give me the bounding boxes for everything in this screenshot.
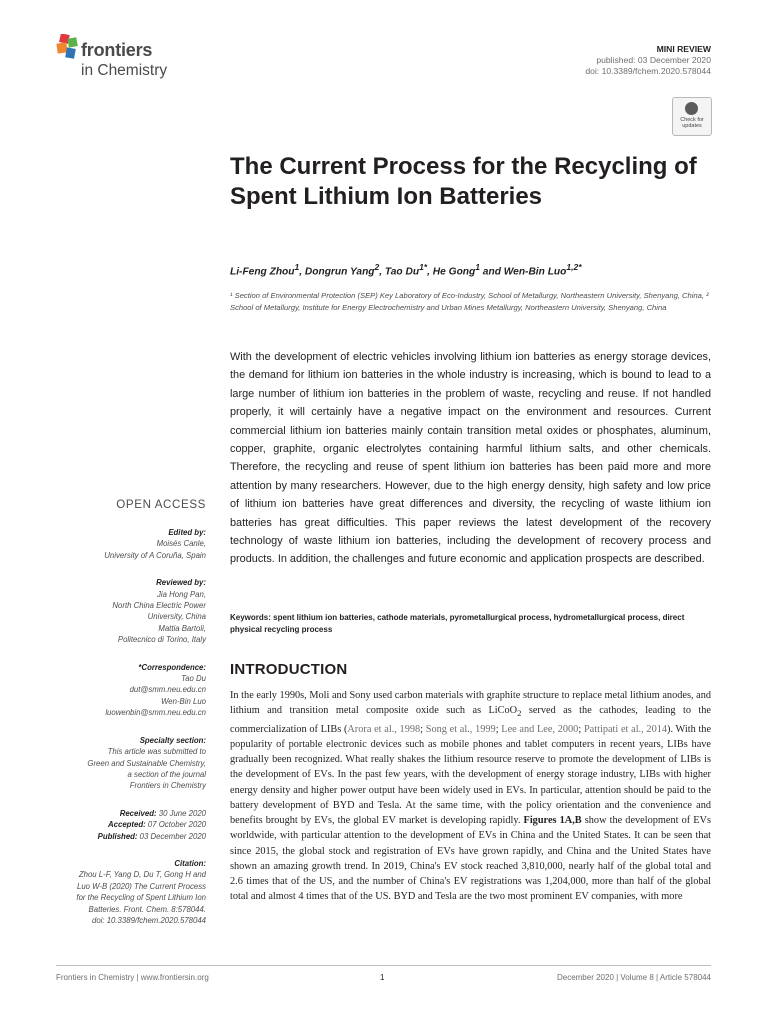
article-meta	[585, 44, 711, 77]
check-for-updates-button[interactable]	[672, 97, 712, 136]
sidebar-block-line: Moisés Canle,	[156, 539, 206, 549]
doi-link[interactable]: doi: 10.3389/fchem.2020.578044	[585, 66, 711, 76]
sidebar-block-line: Jia Hong Pan,	[157, 589, 206, 599]
sidebar-date-line: Received: 30 June 2020	[119, 808, 206, 818]
sidebar-block	[54, 662, 206, 719]
sidebar-block-line: University, China	[147, 612, 206, 622]
sidebar-block-heading: Reviewed by:	[156, 578, 206, 588]
sidebar-date-line: Accepted: 07 October 2020	[108, 820, 206, 830]
sidebar-block	[54, 577, 206, 645]
sidebar-block-line[interactable]: luowenbin@smm.neu.edu.cn	[105, 708, 206, 718]
affiliations: ¹ Section of Environmental Protection (SEP) Key Laboratory of Eco-Industry, School of Metallurgy, Northeastern University, Shenyang, China, ² School of Metallurgy, Institute for Energy Electrochemistry and Urban Mines Metallurgy, Northeastern University, Shenyang, China	[230, 291, 709, 312]
author-list: Li-Feng Zhou$^1$, Dongrun Yang$^2$, Tao $Du^{1*}$, He Gong$^1$ and Wen-Bin Luo$^{1,2*}$	[230, 262, 582, 278]
sidebar-block-line: Luo W-B (2020) The Current Process	[77, 881, 206, 891]
logo-journal-name: in Chemistry	[81, 62, 168, 79]
check-for-updates-label: Check for updates	[680, 117, 704, 129]
sidebar-block-line: Wen-Bin Luo	[161, 696, 206, 706]
sidebar-block-line: Mattia Bartoli,	[158, 623, 206, 633]
footer-divider	[56, 965, 711, 966]
article-type: MINI REVIEW	[656, 44, 711, 54]
sidebar-block-heading: Edited by:	[168, 528, 206, 537]
sidebar-block-heading: *Correspondence:	[138, 662, 206, 672]
sidebar-block	[54, 735, 206, 792]
open-access-label: OPEN ACCESS	[116, 498, 206, 511]
sidebar-block-line: a section of the journal	[127, 769, 206, 779]
article-title: The Current Process for the Recycling of Spent Lithium Ion Batteries	[230, 153, 697, 210]
sidebar-block-line: North China Electric Power	[112, 601, 206, 611]
sidebar-block	[54, 858, 206, 926]
logo-wordmark: frontiers	[81, 40, 153, 60]
article-info-sidebar	[54, 498, 206, 942]
page-number: 1	[380, 973, 385, 982]
sidebar-block-line: for the Recycling of Spent Lithium Ion	[76, 893, 206, 903]
sidebar-block-line: This article was submitted to	[107, 747, 206, 757]
sidebar-block-line: doi: 10.3389/fchem.2020.578044	[91, 915, 206, 925]
sidebar-block-heading: Citation:	[174, 858, 206, 868]
sidebar-block-line: Batteries. Front. Chem. 8:578044.	[88, 904, 206, 914]
introduction-body: In the early 1990s, Moli and Sony used carbon materials with graphite structure to replace metal lithium anodes, and lithium and transition metal composite oxide such as LiCoO$_2$ served as the cathodes, leading to the commercialization of LIBs (Arora et al., 1998; Song et al., 1999; Lee and Lee, 2000; Pattipati et al., 2014). With the popularity of portable electronic devices such as mobile phones and tablet computers in recent years, LIBs have gradually been recognized. What really shakes the lithium resource reserve to promote the development of LIBs is the development of EVs. In the past few years, with the development of energy storage industry, LIBs with higher energy density and higher power output have been widely used in EVs. In particular, attention should be paid to the battery development of BYD and Tesla. At the same time, with the policy orientation and the convenience and benefits brought by EVs, the global EV market is developing rapidly. Figures 1A,B show the development of EVs worldwide, with particular attention to the development of EVs in China and the United States. It can be seen that since 2015, the global stock and registration of EVs have grown rapidly, and China and the United States have shown an amazing growth trend. In 2019, China's EV stock reached 3,810,000, nearly half of the global total and 2.6 times that of the US, and the number of China's EV registrations was 1,204,000, more than half of the global total and almost 4 times that of the US. BYD and Tesla are the two most prominent EV companies, with more	[230, 690, 712, 903]
sidebar-block-line: Politecnico di Torino, Italy	[117, 635, 206, 645]
published-date: published: 03 December 2020	[596, 55, 711, 65]
footer-journal-link[interactable]: Frontiers in Chemistry | www.frontiersin.org	[56, 973, 209, 982]
sidebar-block	[54, 527, 206, 561]
sidebar-block-line: Zhou L-F, Yang D, Du T, Gong H and	[78, 870, 206, 880]
sidebar-block-line[interactable]: dut@smm.neu.edu.cn	[129, 685, 206, 695]
sidebar-block-line: Green and Sustainable Chemistry,	[87, 758, 206, 768]
frontiers-logo-icon	[56, 34, 80, 60]
sidebar-block-heading: Specialty section:	[139, 735, 206, 745]
section-heading-introduction: INTRODUCTION	[230, 661, 348, 678]
sidebar-block-line: University of A Coruña, Spain	[104, 550, 206, 560]
footer-issue-info: December 2020 | Volume 8 | Article 578044	[556, 973, 711, 982]
sidebar-block-line: Tao Du	[181, 674, 206, 684]
sidebar-blocks	[54, 527, 206, 926]
abstract: With the development of electric vehicles involving lithium ion batteries as energy storage devices, the demand for lithium ion batteries in the whole industry is increasing, which is bound to lead to a large number of lithium ion batteries in the problem of waste, recycling and reuse. If not handled properly, it will certainly have a negative impact on the environment and resources. Current commercial lithium ion batteries mainly contain transition metal oxides or phosphates, aluminum, copper, graphite, organic electrolytes containing harmful lithium salts, and other chemicals. Therefore, the recycling and reuse of spent lithium ion batteries has been paid more and more attention by many researchers. However, due to the high energy density, high safety and low price of lithium ion batteries have great differences and diversity, the recycling of waste lithium ion batteries has great difficulties. This paper reviews the latest development of the recovery technology of waste lithium ion batteries, including the development of recovery process and products. In addition, the challenges and future economic and application prospects are described.	[230, 351, 711, 566]
journal-logo[interactable]	[56, 32, 196, 80]
keywords: Keywords: spent lithium ion batteries, cathode materials, pyrometallurgical process, hydrometallurgical process, direct physical recycling process	[230, 613, 685, 635]
sidebar-block-line: Frontiers in Chemistry	[129, 781, 206, 791]
bookmark-icon	[685, 102, 698, 115]
sidebar-block	[54, 808, 206, 842]
sidebar-date-line: Published: 03 December 2020	[97, 831, 206, 841]
